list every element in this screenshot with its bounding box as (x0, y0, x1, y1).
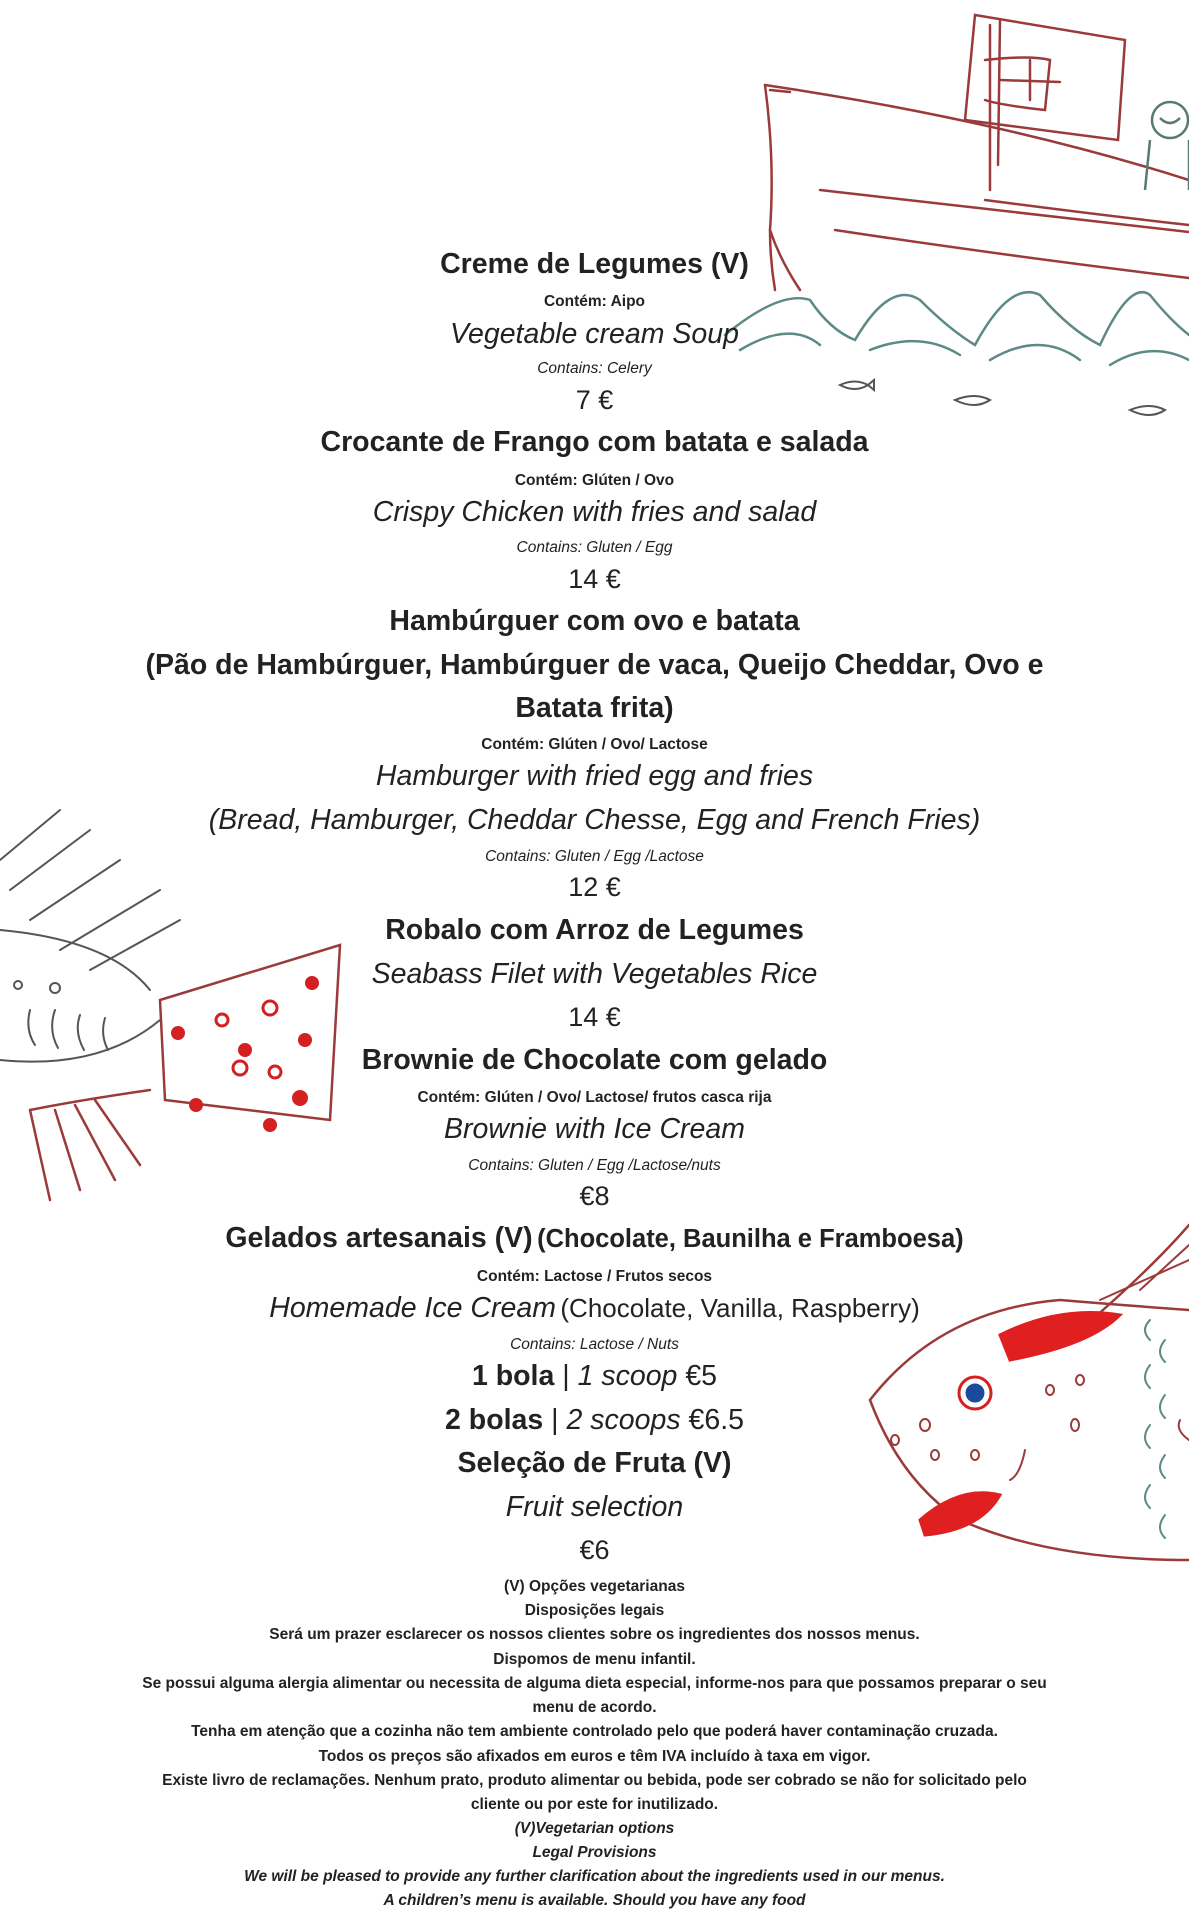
price: 14 € (568, 564, 621, 594)
legal-en-line: A children’s menu is available. Should you have any food (383, 1892, 806, 1909)
flavors-pt: (Chocolate, Baunilha e Framboesa) (537, 1225, 964, 1253)
allergens-pt: Contém: Glúten / Ovo/ Lactose (481, 736, 708, 753)
price: €8 (579, 1181, 610, 1211)
scoop-en: 1 scoop (577, 1360, 678, 1392)
dish-name-en: Homemade Ice Cream (269, 1292, 556, 1324)
legal-en-line: Legal Provisions (532, 1844, 657, 1861)
scoop-pt: 2 bolas (445, 1404, 544, 1436)
dish-name-en: Crispy Chicken with fries and salad (372, 496, 817, 528)
dish-name-en: Brownie with Ice Cream (444, 1113, 745, 1145)
dish-name-en: Fruit selection (505, 1491, 684, 1523)
dish-name-pt: Creme de Legumes (V) (440, 248, 749, 280)
price: €6 (579, 1535, 610, 1565)
legal-pt-line: menu de acordo. (532, 1699, 657, 1716)
scoop-price: €6.5 (680, 1404, 744, 1436)
legal-pt-line: Será um prazer esclarecer os nossos clientes sobre os ingredientes dos nossos menus. (269, 1626, 920, 1643)
allergens-en: Contains: Gluten / Egg /Lactose/nuts (468, 1157, 721, 1174)
legal-pt-line: Existe livro de reclamações. Nenhum prato, produto alimentar ou bebida, pode ser cobrado se não for solicitado pelo (162, 1772, 1027, 1789)
dish-description-pt: (Pão de Hambúrguer, Hambúrguer de vaca, Queijo Cheddar, Ovo e (145, 649, 1044, 681)
price: 14 € (568, 1002, 621, 1032)
legal-pt-line: Se possui alguma alergia alimentar ou necessita de alguma dieta especial, informe-nos para que possamos preparar o seu (142, 1675, 1047, 1692)
dish-description-en: (Bread, Hamburger, Cheddar Chesse, Egg and French Fries) (208, 804, 981, 836)
price: 12 € (568, 872, 621, 902)
allergens-pt: Contém: Glúten / Ovo/ Lactose/ frutos casca rija (417, 1089, 772, 1106)
scoop-option (0, 1360, 1189, 1393)
dish-description-pt: Batata frita) (515, 692, 674, 724)
scoop-en: 2 scoops (566, 1404, 681, 1436)
legal-pt-line: Dispomos de menu infantil. (493, 1651, 696, 1668)
dish-name-pt: Seleção de Fruta (V) (457, 1447, 732, 1479)
scoop-price: €5 (677, 1360, 718, 1392)
legal-pt-line: (V) Opções vegetarianas (504, 1578, 685, 1595)
legal-pt-line: Tenha em atenção que a cozinha não tem ambiente controlado pelo que poderá haver contaminação cruzada. (191, 1723, 998, 1740)
dish-name-pt: Robalo com Arroz de Legumes (385, 914, 804, 946)
legal-en-line: (V)Vegetarian options (514, 1820, 675, 1837)
scoop-pt: 1 bola (471, 1360, 555, 1392)
dish-name-en-row (0, 1292, 1189, 1325)
legal-pt-line: cliente ou por este for inutilizado. (470, 1796, 719, 1813)
allergens-en: Contains: Lactose / Nuts (510, 1336, 679, 1353)
dish-name-pt-row (0, 1222, 1189, 1255)
allergens-pt: Contém: Glúten / Ovo (514, 472, 675, 489)
flavors-en: (Chocolate, Vanilla, Raspberry) (560, 1293, 920, 1323)
dish-name-en: Vegetable cream Soup (450, 318, 739, 350)
dish-name-pt: Crocante de Frango com batata e salada (320, 426, 869, 458)
allergens-pt: Contém: Lactose / Frutos secos (476, 1268, 713, 1285)
legal-pt-line: Disposições legais (524, 1602, 665, 1619)
allergens-en: Contains: Celery (537, 360, 652, 377)
dish-name-pt: Brownie de Chocolate com gelado (361, 1044, 828, 1076)
legal-en-line: We will be pleased to provide any further clarification about the ingredients used in our menus. (244, 1868, 945, 1885)
dish-name-pt: Hambúrguer com ovo e batata (389, 605, 800, 637)
scoop-separator: | (554, 1360, 578, 1392)
dish-name-en: Hamburger with fried egg and fries (375, 760, 814, 792)
scoop-separator: | (543, 1404, 567, 1436)
allergens-en: Contains: Gluten / Egg (516, 539, 673, 556)
legal-pt-line: Todos os preços são afixados em euros e têm IVA incluído à taxa em vigor. (318, 1748, 871, 1765)
dish-name-en: Seabass Filet with Vegetables Rice (371, 958, 818, 990)
price: 7 € (575, 385, 614, 415)
scoop-option (0, 1404, 1189, 1437)
allergens-pt: Contém: Aipo (543, 293, 646, 310)
allergens-en: Contains: Gluten / Egg /Lactose (485, 848, 704, 865)
dish-name-pt: Gelados artesanais (V) (225, 1222, 533, 1254)
